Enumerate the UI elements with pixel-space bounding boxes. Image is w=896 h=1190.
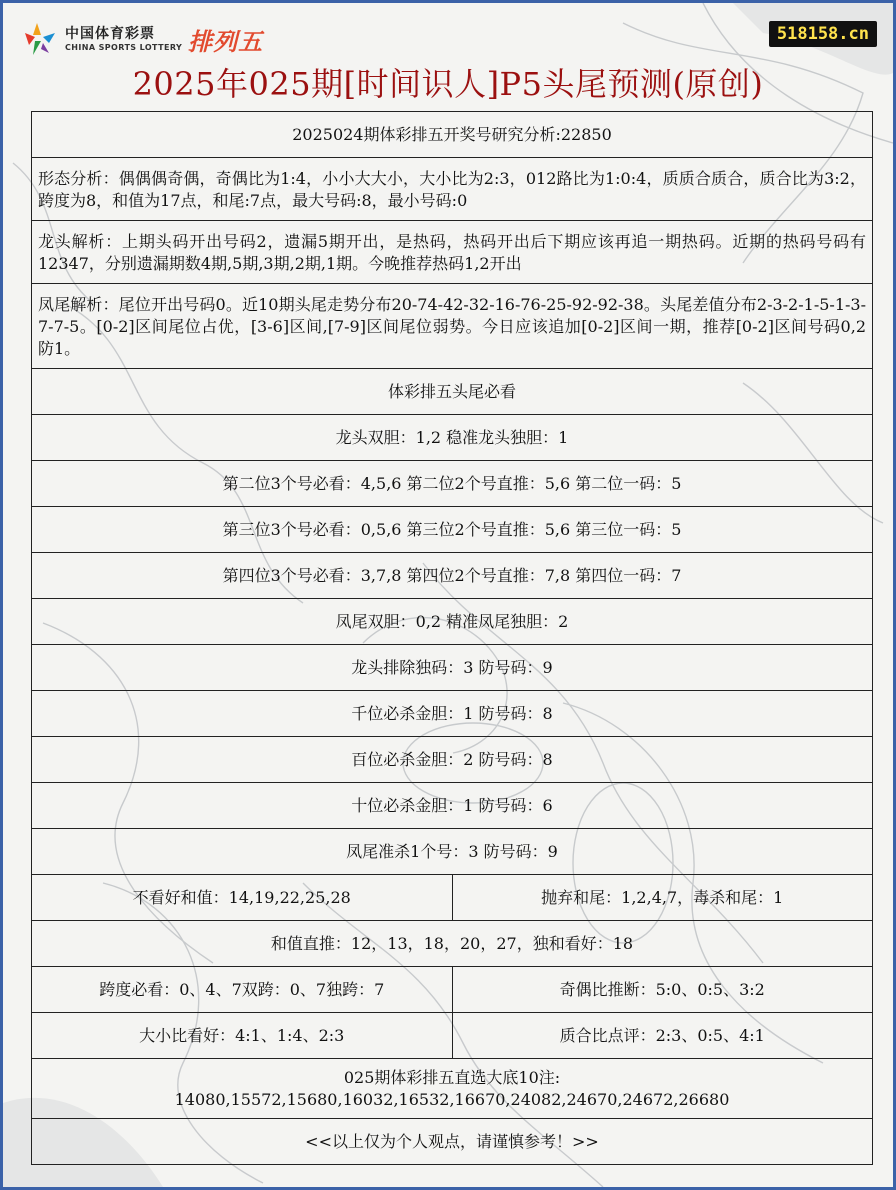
span-text: 跨度必看：0、4、7双跨：0、7独跨：7 bbox=[99, 979, 385, 999]
base-numbers-row bbox=[32, 1059, 872, 1119]
position2-text: 第二位3个号必看：4,5,6 第二位2个号直推：5,6 第二位一码：5 bbox=[222, 473, 682, 493]
header bbox=[3, 3, 893, 111]
analysis-heading-row bbox=[32, 112, 872, 158]
span-cell bbox=[32, 967, 452, 1012]
big-small-cell bbox=[32, 1013, 452, 1058]
kill-hundred-text: 百位必杀金胆：2 防号码：8 bbox=[351, 749, 553, 769]
base-numbers-title: 025期体彩排五直选大底10注: bbox=[343, 1067, 561, 1087]
kill-tail-text: 凤尾准杀1个号：3 防号码：9 bbox=[346, 841, 558, 861]
head-exclude-text: 龙头排除独码：3 防号码：9 bbox=[351, 657, 553, 677]
shape-analysis-text: 形态分析：偶偶偶奇偶，奇偶比为1:4，小小大大小，大小比为2:3，012路比为1:0:4，质质合质合，质合比为3:2，跨度为8，和值为17点，和尾:7点，最大号码:8，最小号码:0 bbox=[38, 169, 866, 210]
head-analysis-text: 龙头解析：上期头码开出号码2，遗漏5期开出，是热码，热码开出后下期应该再追一期热码。近期的热码号码有12347，分别遗漏期数4期,5期,3期,2期,1期。今晚推荐热码1,2开出 bbox=[38, 232, 866, 273]
kill-thousand-row bbox=[32, 691, 872, 737]
analysis-heading: 2025024期体彩排五开奖号研究分析:22850 bbox=[292, 124, 612, 144]
head-double-text: 龙头双胆：1,2 稳准龙头独胆：1 bbox=[335, 427, 569, 447]
kill-ten-row bbox=[32, 783, 872, 829]
section-title: 体彩排五头尾必看 bbox=[387, 381, 516, 401]
kill-thousand-text: 千位必杀金胆：1 防号码：8 bbox=[351, 703, 553, 723]
logo-game-name: 排列五 bbox=[188, 27, 264, 56]
tail-double-row bbox=[32, 599, 872, 645]
position3-text: 第三位3个号必看：0,5,6 第三位2个号直推：5,6 第三位一码：5 bbox=[222, 519, 682, 539]
footer-note: <<以上仅为个人观点，请谨慎参考！>> bbox=[305, 1131, 599, 1151]
head-analysis-row bbox=[32, 221, 872, 284]
logo-cn-text: 中国体育彩票 bbox=[65, 25, 155, 42]
tail-analysis-text: 凤尾解析：尾位开出号码0。近10期头尾走势分布20-74-42-32-16-76-25-92-92-38。头尾差值分布2-3-2-1-5-1-3-7-7-5。[0-2]区间尾位占优，[3-6]区间,[7-9]区间尾位弱势。今日应该追加[0-2]区间一期，推荐[0-2]区间号码0,2 防1。 bbox=[38, 295, 866, 358]
position4-text: 第四位3个号必看：3,7,8 第四位2个号直推：7,8 第四位一码：7 bbox=[222, 565, 682, 585]
sum-avoid-cell bbox=[32, 875, 452, 920]
tail-double-text: 凤尾双胆：0,2 精准凤尾独胆：2 bbox=[335, 611, 569, 631]
sum-push-row bbox=[32, 921, 872, 967]
page-title: 2025年025期[时间识人]P5头尾预测(原创) bbox=[132, 65, 764, 103]
big-small-text: 大小比看好：4:1、1:4、2:3 bbox=[139, 1025, 345, 1045]
tail-drop-text: 抛弃和尾：1,2,4,7，毒杀和尾：1 bbox=[541, 887, 784, 907]
kill-tail-row bbox=[32, 829, 872, 875]
prime-cell bbox=[452, 1013, 873, 1058]
sum-avoid-row bbox=[32, 875, 872, 921]
head-exclude-row bbox=[32, 645, 872, 691]
odd-even-text: 奇偶比推断：5:0、0:5、3:2 bbox=[559, 979, 765, 999]
position2-row bbox=[32, 461, 872, 507]
ratio-row bbox=[32, 1013, 872, 1059]
position3-row bbox=[32, 507, 872, 553]
head-double-row bbox=[32, 415, 872, 461]
lottery-star-icon bbox=[19, 19, 59, 59]
kill-hundred-row bbox=[32, 737, 872, 783]
position4-row bbox=[32, 553, 872, 599]
section-title-row bbox=[32, 369, 872, 415]
prime-text: 质合比点评：2:3、0:5、4:1 bbox=[559, 1025, 765, 1045]
site-badge[interactable]: 518158.cn bbox=[769, 21, 877, 47]
tail-drop-cell bbox=[452, 875, 873, 920]
content-table bbox=[31, 111, 873, 1165]
footer-row bbox=[32, 1119, 872, 1165]
shape-analysis-row bbox=[32, 158, 872, 221]
base-numbers-list: 14080,15572,15680,16032,16532,16670,24082,24670,24672,26680 bbox=[174, 1089, 730, 1109]
sum-push-text: 和值直推：12，13，18，20，27，独和看好：18 bbox=[270, 933, 634, 953]
odd-even-cell bbox=[452, 967, 873, 1012]
kill-ten-text: 十位必杀金胆：1 防号码：6 bbox=[351, 795, 553, 815]
tail-analysis-row bbox=[32, 284, 872, 369]
logo-en-text: CHINA SPORTS LOTTERY bbox=[65, 42, 183, 52]
span-row bbox=[32, 967, 872, 1013]
lottery-logo bbox=[19, 19, 263, 59]
sum-avoid-text: 不看好和值：14,19,22,25,28 bbox=[132, 887, 351, 907]
